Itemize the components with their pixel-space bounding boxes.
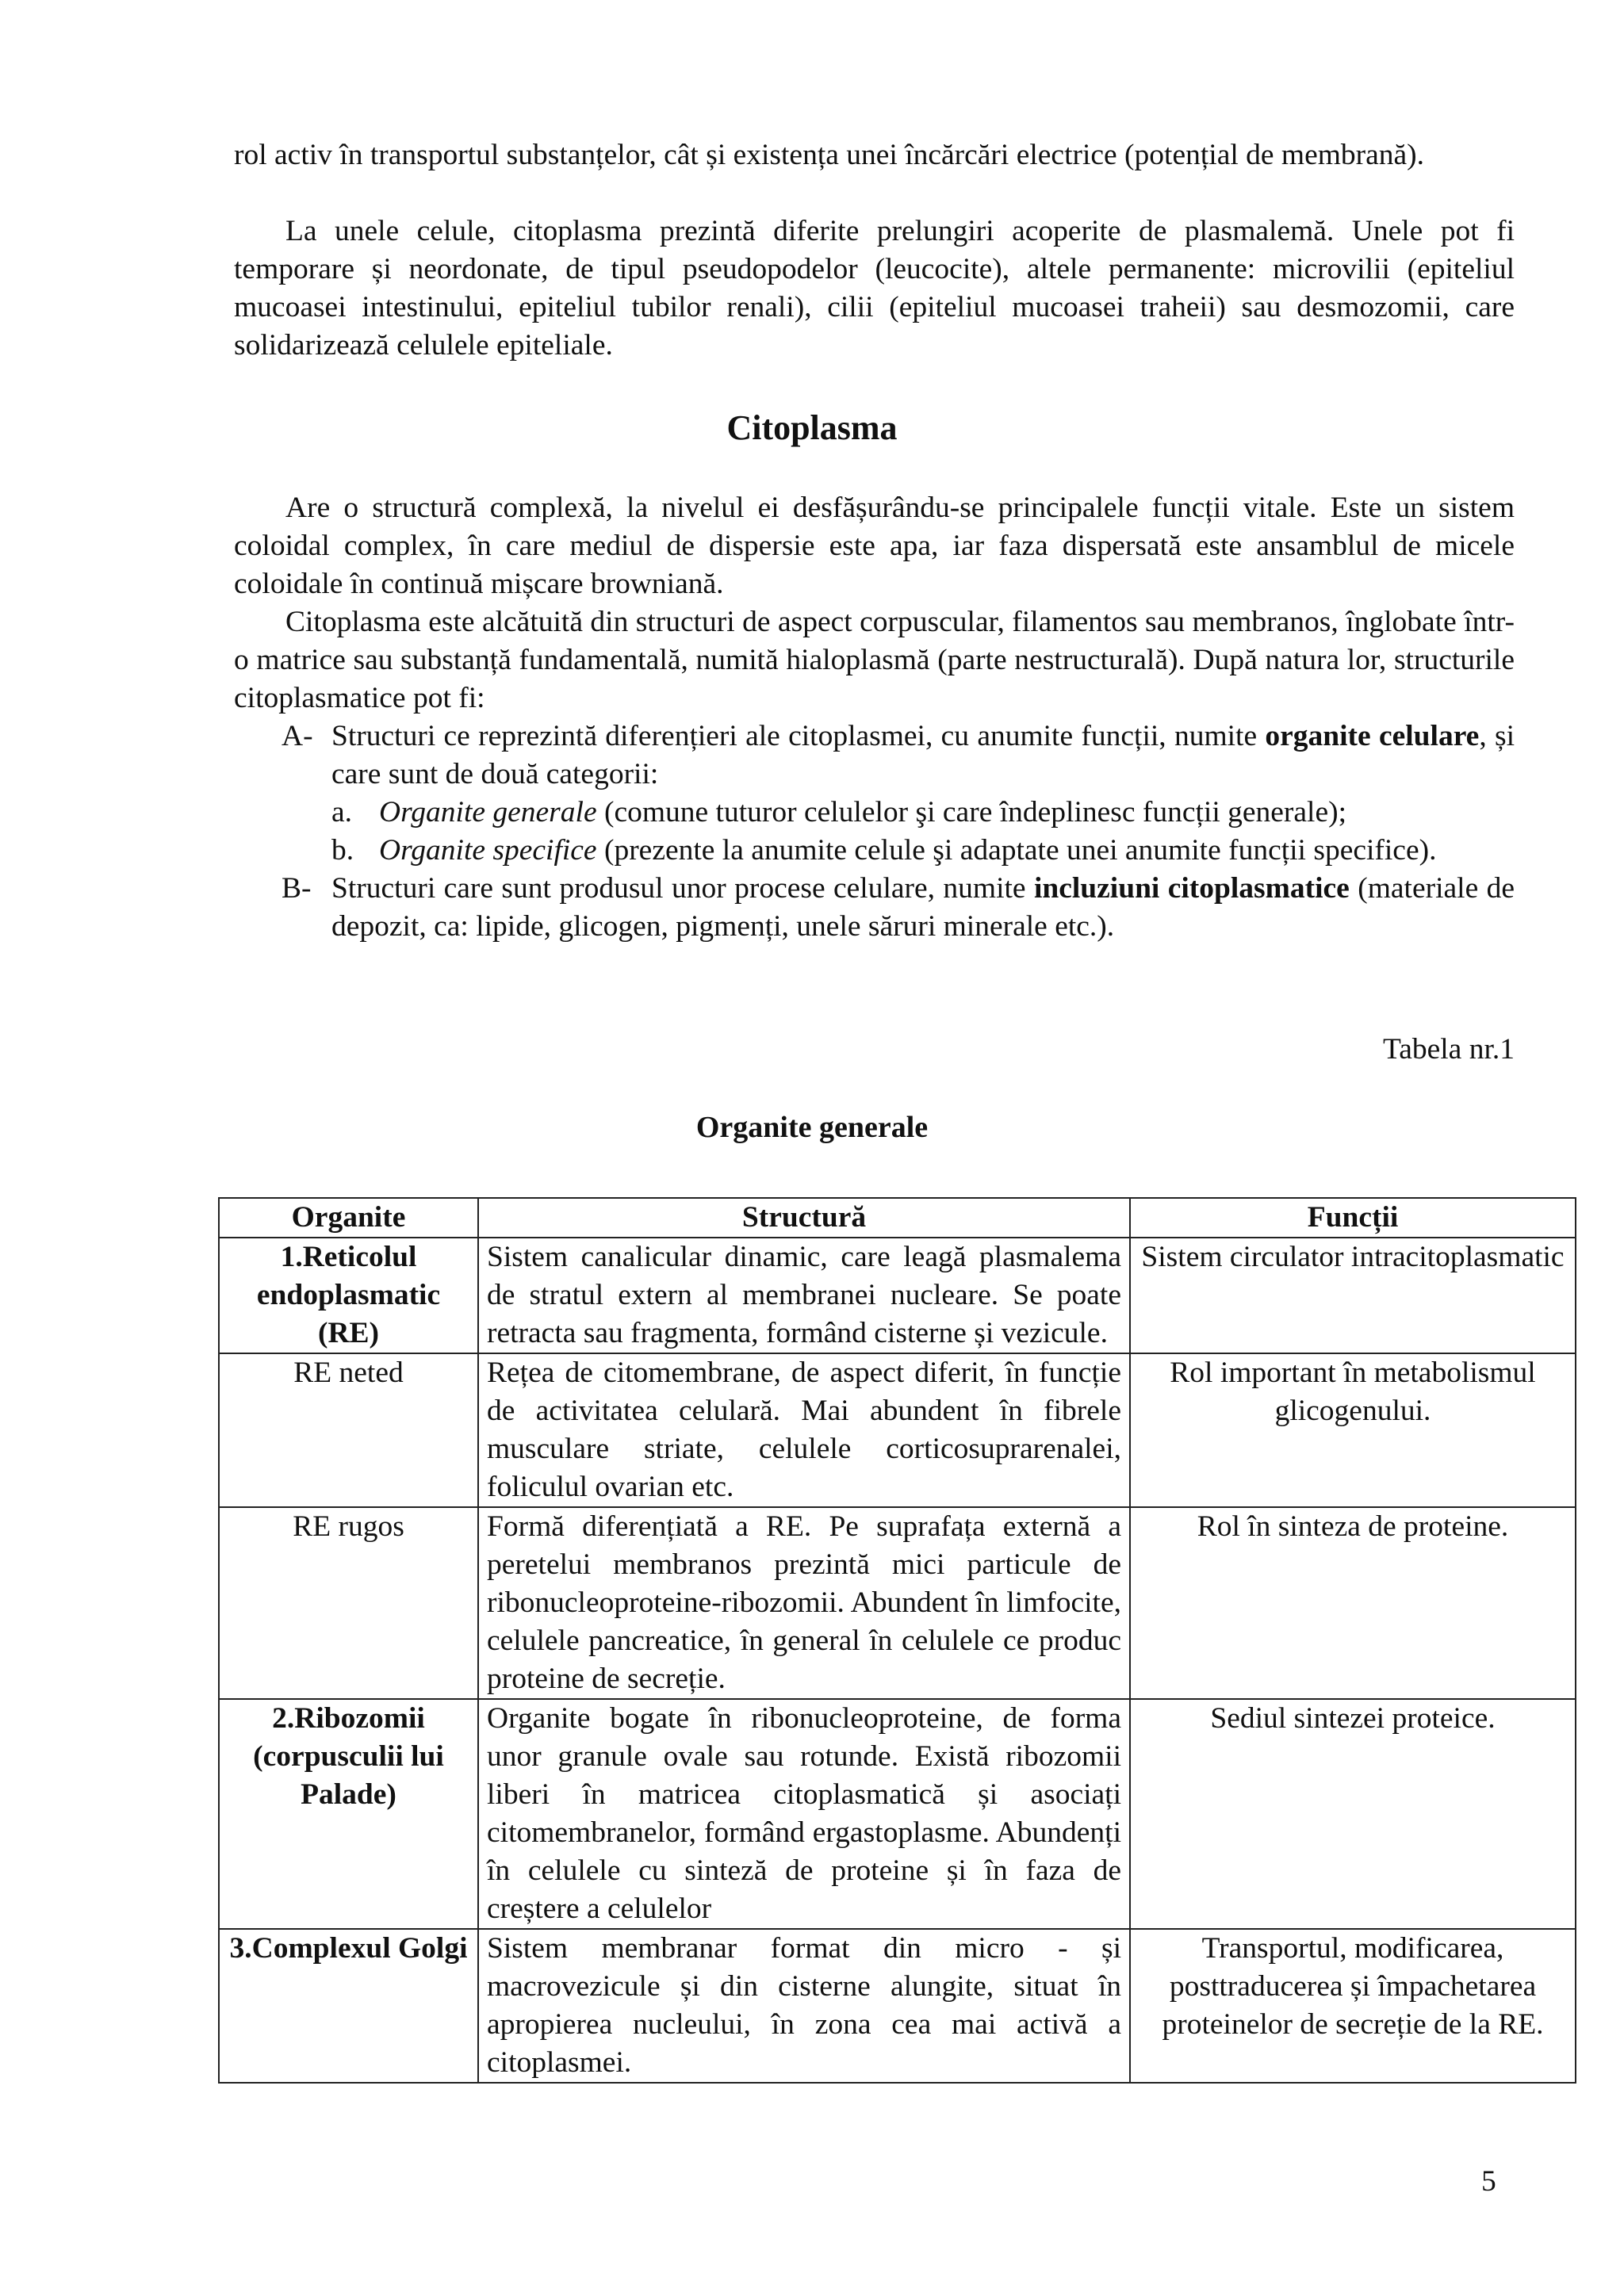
list-marker: A- [282,720,313,752]
list-subitem-b [234,832,1515,870]
structure-list [234,718,1515,946]
organite-table [218,1197,1576,2084]
table-row [219,1507,1576,1699]
list-text: (comune tuturor celulelor şi care îndeplinesc funcții generale); [596,796,1347,828]
list-item-b [234,870,1515,946]
list-text: (materiale de depozit, ca: lipide, glicogen, pigmenți, unele săruri minerale etc.). [331,872,1515,943]
structure-cell: Organite bogate în ribonucleoproteine, de forma unor granule ovale sau rotunde. Există ribozomii liberi în matricea citoplasmatică și asociați citomembranelor, formând ergastoplasme. Abundenți în celulele cu sinteză de proteine și în faza de creștere a celulelor [478,1699,1130,1929]
function-cell: Transportul, modificarea, posttraducerea și împachetarea proteinelor de secreție de la RE. [1130,1929,1576,2083]
italic-term: Organite generale [379,796,597,828]
organ-cell: RE rugos [219,1507,478,1699]
table-row [219,1929,1576,2083]
bold-term: incluziuni citoplasmatice [1033,872,1350,905]
table-label: Tabela nr.1 [1382,1033,1515,1066]
table-row [219,1353,1576,1507]
paragraph-membrane: rol activ în transportul substanțelor, cât și existența unei încărcări electrice (potențial de membrană). [234,139,1425,171]
page-number: 5 [1481,2165,1496,2198]
function-cell: Rol în sinteza de proteine. [1130,1507,1576,1699]
section-title: Citoplasma [726,408,898,447]
organ-cell: 3.Complexul Golgi [219,1929,478,2083]
organ-cell: 2.Ribozomii (corpusculii lui Palade) [219,1699,478,1929]
function-cell: Rol important în metabolismul glicogenului. [1130,1353,1576,1507]
organ-cell: RE neted [219,1353,478,1507]
structure-cell: Sistem membranar format din micro - și macrovezicule și din cisterne alungite, situat în apropierea nucleului, în zona cea mai activă a citoplasmei. [478,1929,1130,2083]
italic-term: Organite specifice [379,834,597,867]
paragraph-citoplasma-intro: Are o structură complexă, la nivelul ei desfășurându-se principalele funcții vitale. Este un sistem coloidal complex, în care mediul de dispersie este apa, iar faza dispersată este ansamblul de micele coloidale în continuă mișcare browniană. [234,492,1515,600]
list-text: , și care sunt de două categorii: [331,720,1515,790]
structure-cell: Formă diferențiată a RE. Pe suprafața externă a peretelui membranos prezintă mici particule de ribonucleoproteine-ribozomii. Abundent în limfocite, celulele pancreatice, în general în celulele ce produc proteine de secreție. [478,1507,1130,1699]
list-marker: a. [331,796,353,828]
paragraph-citoplasma-structure: Citoplasma este alcătuită din structuri de aspect corpuscular, filamentos sau membranos, înglobate într-o matrice sau substanță fundamentală, numită hialoplasmă (parte nestructurală). După natura lor, structurile citoplasmatice pot fi: [234,606,1515,714]
bold-term: organite celulare [1265,720,1480,752]
structure-cell: Sistem canalicular dinamic, care leagă plasmalema de stratul extern al membranei nucleare. Se poate retracta sau fragmenta, formând cisterne și vezicule. [478,1238,1130,1353]
list-text: (prezente la anumite celule şi adaptate unei anumite funcții specifice). [596,834,1437,867]
list-text: Structuri care sunt produsul unor procese celulare, numite [331,872,1026,905]
column-header-functii: Funcții [1130,1198,1576,1238]
table-header-row [219,1198,1576,1238]
column-header-structura: Structură [478,1198,1130,1238]
list-text: Structuri ce reprezintă diferențieri ale citoplasmei, cu anumite funcții, numite [331,720,1258,752]
column-header-organite: Organite [219,1198,478,1238]
list-subitem-a [234,794,1515,832]
organ-cell: 1.Reticolul endoplasmatic (RE) [219,1238,478,1353]
structure-cell: Rețea de citomembrane, de aspect diferit, în funcție de activitatea celulară. Mai abundent în fibrele musculare striate, celulele corticosuprarenalei, foliculul ovarian etc. [478,1353,1130,1507]
function-cell: Sediul sintezei proteice. [1130,1699,1576,1929]
table-title: Organite generale [695,1111,929,1144]
list-item-a [234,718,1515,794]
list-marker: b. [331,834,354,867]
paragraph-prelungiri: La unele celule, citoplasma prezintă diferite prelungiri acoperite de plasmalemă. Unele pot fi temporare și neordonate, de tipul pseudopodelor (leucocite), altele permanente: microvilii (epiteliul mucoasei intestinului, epiteliul tubilor renali), cilii (epiteliul mucoasei traheii) sau desmozomii, care solidarizează celulele epiteliale. [234,215,1515,362]
function-cell: Sistem circulator intracitoplasmatic [1130,1238,1576,1353]
table-row [219,1699,1576,1929]
table-row [219,1238,1576,1353]
list-marker: B- [282,872,312,905]
